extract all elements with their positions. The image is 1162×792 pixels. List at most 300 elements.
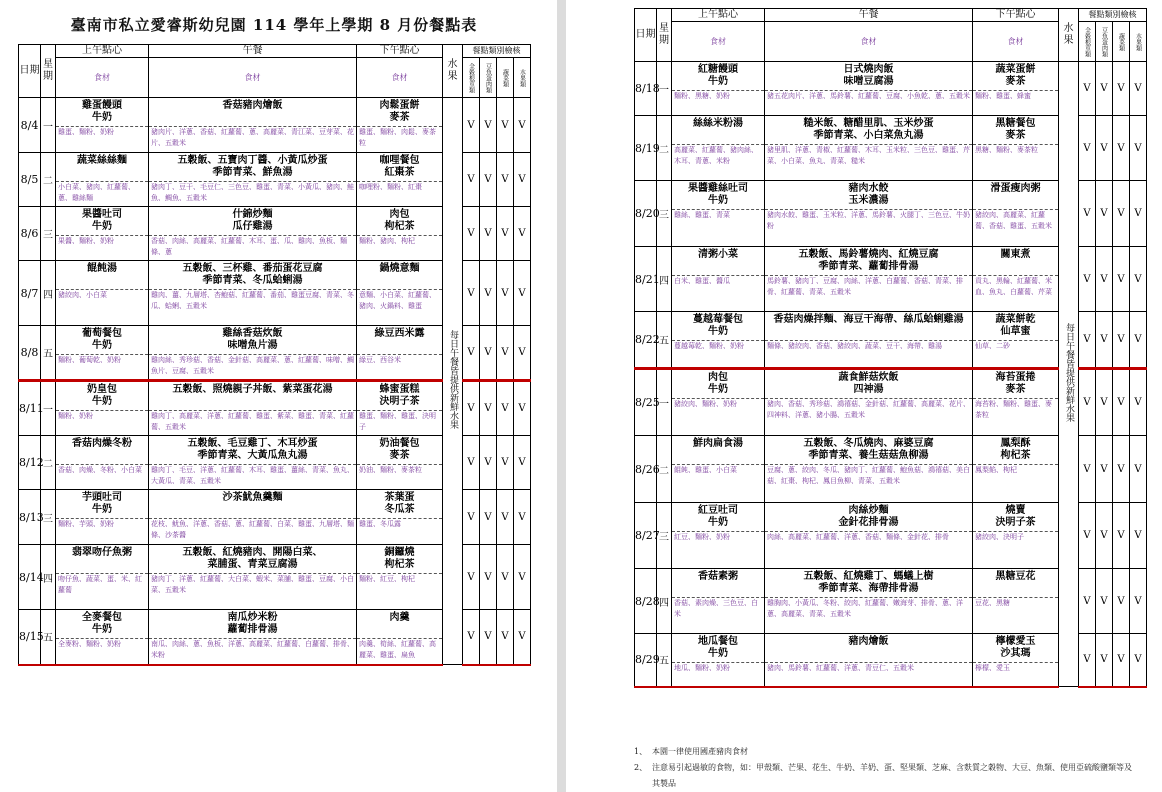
header-ingredient: 食材 (672, 22, 765, 62)
afternoon-ingredients: 豬絞肉、決明子 (973, 531, 1058, 543)
morning-cell (672, 181, 765, 247)
lunch-dish-line: 季節青菜、冬瓜蛤蜊湯 (202, 275, 303, 286)
page-title: 臺南市私立愛睿斯幼兒園 114 學年上學期 8 月份餐點表 (70, 16, 478, 34)
morning-dish (56, 261, 148, 289)
lunch-dish (765, 312, 972, 340)
morning-ingredients: 果醬、麵粉、奶粉 (56, 235, 148, 247)
morning-ingredients: 豬絞肉、麵粉、奶粉 (672, 398, 764, 410)
lunch-ingredients: 肉絲、高麗菜、紅蘿蔔、洋蔥、香菇、麵條、金針花、排骨 (765, 531, 972, 543)
morning-cell (672, 312, 765, 369)
header-check-vegetable: 蔬菜類 (1117, 32, 1125, 51)
lunch-dish-line: 味噌豆腐湯 (843, 76, 894, 87)
menu-body-left (19, 98, 531, 665)
lunch-ingredients: 豬里肌、洋蔥、青椒、紅蘿蔔、木耳、玉米粒、三色豆、雞蛋、芹菜、小白菜、魚丸、青菜、糙米 (767, 146, 970, 165)
morning-cell (672, 62, 765, 116)
lunch-dish-line: 雞絲香菇炊飯 (222, 328, 283, 339)
afternoon-cell (357, 381, 443, 436)
lunch-dish-line: 季節青菜、鮮魚湯 (212, 167, 293, 178)
water-note-cell (1059, 62, 1079, 687)
lunch-dish-line: 菜脯蛋、青菜豆腐湯 (207, 559, 298, 570)
header-afternoon: 下午點心 (973, 9, 1059, 22)
lunch-dish-line: 豬肉燴飯 (848, 636, 889, 647)
check-fruit: V (514, 490, 531, 545)
check-fruit: V (1130, 503, 1147, 569)
lunch-dish (765, 116, 972, 144)
morning-dish-line: 牛奶 (708, 384, 728, 395)
afternoon-cell (973, 634, 1059, 687)
lunch-cell (149, 610, 357, 665)
afternoon-dish (973, 312, 1058, 340)
check-protein: V (480, 207, 497, 261)
afternoon-dish-line: 奶油餐包 (379, 438, 420, 449)
header-water: 水果 (443, 45, 463, 98)
lunch-dish (765, 247, 972, 275)
lunch-dish (765, 634, 972, 662)
lunch-dish (765, 181, 972, 209)
morning-cell (56, 545, 149, 610)
check-vegetable: V (1113, 181, 1130, 247)
header-morning: 上午點心 (672, 9, 765, 22)
check-protein: V (1096, 369, 1113, 436)
morning-cell (56, 326, 149, 381)
check-vegetable: V (1113, 503, 1130, 569)
lunch-cell (149, 261, 357, 326)
afternoon-dish (973, 634, 1058, 662)
check-vegetable: V (1113, 312, 1130, 369)
afternoon-cell (973, 569, 1059, 634)
morning-cell (56, 436, 149, 490)
check-fruit: V (1130, 369, 1147, 436)
afternoon-dish (357, 436, 442, 464)
lunch-dish-line: 季節青菜、大黃瓜魚丸湯 (197, 450, 308, 461)
morning-dish-line: 蔓越莓餐包 (693, 314, 743, 325)
afternoon-ingredients: 鳳梨餡、枸杞 (973, 464, 1058, 476)
check-vegetable: V (497, 326, 514, 381)
afternoon-dish-line: 枸杞茶 (384, 221, 415, 232)
check-vegetable: V (497, 436, 514, 490)
morning-dish-line: 雞蛋饅頭 (82, 100, 122, 111)
afternoon-cell (973, 369, 1059, 436)
check-protein: V (1096, 436, 1113, 503)
check-fruit: V (1130, 436, 1147, 503)
morning-dish-line: 奶皇包 (87, 384, 117, 395)
morning-dish-line: 牛奶 (92, 624, 112, 635)
header-weekday: 星期 (657, 9, 672, 62)
morning-dish-line: 香菇素粥 (698, 571, 738, 582)
afternoon-cell (357, 545, 443, 610)
lunch-cell (765, 369, 973, 436)
lunch-dish-line: 香菇肉燥拌麵、海豆干海帶、絲瓜蛤蜊雞湯 (773, 314, 964, 325)
lunch-ingredients: 麵條、豬絞肉、香菇、豬絞肉、蔬菜、豆干、海帶、雞湯 (765, 340, 972, 352)
lunch-dish (149, 326, 356, 354)
menu-body-right (635, 62, 1147, 687)
lunch-dish (149, 382, 356, 410)
afternoon-dish-line: 麥茶 (1005, 76, 1026, 87)
morning-ingredients: 麵粉、黑糖、奶粉 (672, 90, 764, 102)
lunch-cell (765, 247, 973, 312)
header-check-group: 餐點類別檢核 (1079, 9, 1147, 22)
afternoon-dish-line: 關東煮 (1000, 249, 1031, 260)
morning-cell (672, 247, 765, 312)
date-cell: 8/18 (635, 62, 657, 116)
afternoon-dish-line: 蔬菜蛋餅 (995, 64, 1036, 75)
header-check-vegetable: 蔬菜類 (501, 68, 509, 87)
morning-dish-line: 香菇肉燥冬粉 (72, 438, 132, 449)
morning-cell (672, 634, 765, 687)
afternoon-ingredients: 貢丸、黑輪、紅蘿蔔、米血、魚丸、白蘿蔔、芹菜 (973, 275, 1058, 298)
morning-cell (672, 369, 765, 436)
lunch-dish (149, 98, 356, 126)
morning-dish-line: 牛奶 (708, 517, 728, 528)
afternoon-cell (357, 326, 443, 381)
date-cell: 8/29 (635, 634, 657, 687)
morning-dish-line: 牛奶 (708, 195, 728, 206)
check-protein: V (1096, 634, 1113, 687)
morning-ingredients: 全麥粉、麵粉、奶粉 (56, 638, 148, 650)
weekday-cell: 四 (657, 569, 672, 634)
lunch-dish-line: 沙茶魷魚羹麵 (222, 492, 283, 503)
lunch-dish-line: 什錦炒麵 (232, 209, 273, 220)
afternoon-ingredients: 意麵、小白菜、紅蘿蔔、豬肉、火鍋料、雞蛋 (357, 289, 442, 312)
check-grains: V (463, 381, 480, 436)
check-protein: V (1096, 116, 1113, 181)
lunch-cell (149, 545, 357, 610)
morning-ingredients: 餛飩、雞蛋、小白菜 (672, 464, 764, 476)
afternoon-ingredients: 雞蛋、冬瓜露 (357, 518, 442, 530)
afternoon-dish-line: 決明子茶 (995, 517, 1036, 528)
check-grains: V (463, 261, 480, 326)
lunch-dish-line: 豬肉水餃 (848, 183, 889, 194)
check-vegetable: V (497, 261, 514, 326)
lunch-dish (149, 207, 356, 235)
menu-row (635, 62, 1147, 116)
morning-ingredients: 雞絲、雞蛋、青菜 (672, 209, 764, 221)
afternoon-ingredients: 綠豆、西谷米 (357, 354, 442, 366)
header-date: 日期 (635, 9, 657, 62)
afternoon-dish-line: 蔬菜餅乾 (995, 314, 1036, 325)
header-check-grains: 全穀根莖類 (1083, 26, 1091, 57)
morning-cell (56, 98, 149, 153)
morning-dish (672, 312, 764, 340)
check-grains: V (463, 326, 480, 381)
lunch-ingredients: 豬肉丁、洋蔥、紅蘿蔔、大白菜、蝦米、菜脯、雞蛋、豆腐、小白菜、五穀米 (151, 575, 354, 594)
lunch-cell (765, 436, 973, 503)
afternoon-dish (973, 370, 1058, 398)
check-protein: V (480, 610, 497, 665)
morning-ingredients: 麵粉、葡萄乾、奶粉 (56, 354, 148, 366)
date-cell: 8/26 (635, 436, 657, 503)
morning-dish-line: 絲絲米粉湯 (693, 118, 743, 129)
morning-dish-line: 肉包 (708, 372, 728, 383)
morning-dish-line: 地瓜餐包 (698, 636, 738, 647)
morning-ingredients: 高麗菜、紅蘿蔔、豬肉絲、木耳、青蔥、米粉 (672, 144, 764, 167)
morning-dish (672, 436, 764, 464)
check-protein: V (1096, 569, 1113, 634)
check-protein: V (1096, 247, 1113, 312)
afternoon-dish (357, 261, 442, 289)
check-vegetable: V (497, 153, 514, 207)
afternoon-cell (357, 207, 443, 261)
lunch-cell (765, 569, 973, 634)
morning-cell (672, 569, 765, 634)
lunch-cell (765, 62, 973, 116)
morning-cell (56, 381, 149, 436)
morning-dish-line: 紅豆吐司 (698, 505, 738, 516)
lunch-dish-line: 五穀飯、照燒親子丼飯、紫菜蛋花湯 (172, 384, 333, 395)
lunch-cell (765, 634, 973, 687)
afternoon-ingredients: 麵粉、紅豆、枸杞 (357, 573, 442, 585)
date-cell: 8/13 (19, 490, 41, 545)
check-fruit: V (1130, 247, 1147, 312)
date-cell: 8/27 (635, 503, 657, 569)
check-protein: V (480, 381, 497, 436)
note-item (634, 760, 1134, 792)
check-grains: V (463, 610, 480, 665)
weekday-cell: 一 (41, 98, 56, 153)
lunch-dish-line: 五穀飯、紅燒雞丁、螞蟻上樹 (803, 571, 934, 582)
header-check-group: 餐點類別檢核 (463, 45, 531, 58)
lunch-dish (765, 62, 972, 90)
page-gap (557, 0, 566, 792)
header-check-protein: 豆魚蛋肉類 (484, 62, 492, 93)
morning-ingredients: 麵粉、奶粉 (56, 410, 148, 422)
weekday-cell: 二 (657, 116, 672, 181)
morning-cell (56, 610, 149, 665)
lunch-dish-line: 玉米濃湯 (848, 195, 889, 206)
note-number: 1、 (634, 747, 648, 756)
date-cell: 8/8 (19, 326, 41, 381)
check-grains: V (1079, 569, 1096, 634)
lunch-ingredients: 雞肉丁、毛豆、洋蔥、紅蘿蔔、木耳、雞蛋、薑絲、青菜、魚丸、大黃瓜、青菜、五穀米 (151, 466, 354, 485)
check-fruit: V (514, 381, 531, 436)
morning-dish-line: 牛奶 (92, 340, 112, 351)
morning-dish-line: 葡萄餐包 (82, 328, 122, 339)
afternoon-ingredients: 奶油、麵粉、麥茶粒 (357, 464, 442, 476)
check-protein: V (480, 490, 497, 545)
lunch-cell (765, 503, 973, 569)
lunch-dish (149, 436, 356, 464)
weekday-cell: 三 (41, 207, 56, 261)
afternoon-dish-line: 黑糖豆花 (995, 571, 1036, 582)
afternoon-cell (973, 62, 1059, 116)
lunch-dish (149, 261, 356, 289)
check-vegetable: V (497, 490, 514, 545)
morning-ingredients: 麵粉、芋頭、奶粉 (56, 518, 148, 530)
lunch-dish (149, 545, 356, 573)
afternoon-cell (973, 436, 1059, 503)
morning-dish (672, 181, 764, 209)
afternoon-dish-line: 海苔蛋捲 (995, 372, 1036, 383)
date-cell: 8/4 (19, 98, 41, 153)
water-note-cell (443, 98, 463, 665)
afternoon-dish (973, 503, 1058, 531)
check-grains: V (1079, 181, 1096, 247)
check-vegetable: V (497, 207, 514, 261)
afternoon-cell (357, 261, 443, 326)
date-cell: 8/14 (19, 545, 41, 610)
date-cell: 8/15 (19, 610, 41, 665)
check-protein: V (480, 153, 497, 207)
weekday-cell: 四 (41, 545, 56, 610)
date-cell: 8/25 (635, 369, 657, 436)
header-check-grains: 全穀根莖類 (467, 62, 475, 93)
menu-table-right (634, 8, 1147, 688)
lunch-cell (765, 312, 973, 369)
check-grains: V (1079, 369, 1096, 436)
afternoon-ingredients: 雞蛋、麵粉、肉鬆、麥茶粒 (357, 126, 442, 149)
header-ingredient: 食材 (357, 58, 443, 98)
date-cell: 8/7 (19, 261, 41, 326)
lunch-cell (149, 207, 357, 261)
morning-dish-line: 牛奶 (92, 112, 112, 123)
morning-dish-line: 牛奶 (92, 504, 112, 515)
lunch-dish-line: 季節青菜、養生菇菇魚柳湯 (808, 450, 929, 461)
morning-dish (56, 610, 148, 638)
morning-dish-line: 果醬吐司 (82, 209, 122, 220)
header-ingredient: 食材 (765, 22, 973, 62)
afternoon-cell (973, 247, 1059, 312)
afternoon-dish-line: 麥茶 (389, 450, 410, 461)
lunch-cell (149, 490, 357, 545)
morning-dish (56, 490, 148, 518)
check-protein: V (480, 436, 497, 490)
morning-dish (672, 569, 764, 597)
morning-dish (672, 247, 764, 275)
afternoon-dish (357, 98, 442, 126)
check-vegetable: V (497, 610, 514, 665)
lunch-dish-line: 糙米飯、糖醋里肌、玉米炒蛋 (803, 118, 934, 129)
lunch-cell (149, 381, 357, 436)
morning-cell (672, 436, 765, 503)
check-protein: V (1096, 181, 1113, 247)
afternoon-dish-line: 肉鬆蛋餅 (379, 100, 420, 111)
afternoon-dish-line: 肉羹 (389, 612, 410, 623)
check-protein: V (1096, 503, 1113, 569)
weekday-cell: 四 (657, 247, 672, 312)
morning-dish (56, 153, 148, 181)
morning-dish (672, 370, 764, 398)
afternoon-dish-line: 決明子茶 (379, 396, 420, 407)
lunch-cell (765, 116, 973, 181)
check-grains: V (463, 490, 480, 545)
check-grains: V (463, 153, 480, 207)
header-lunch: 午餐 (149, 45, 357, 58)
morning-dish-line: 牛奶 (708, 648, 728, 659)
notes (634, 744, 1134, 792)
morning-dish-line: 餛飩湯 (87, 263, 117, 274)
check-vegetable: V (1113, 247, 1130, 312)
afternoon-dish-line: 茶葉蛋 (384, 492, 415, 503)
afternoon-dish (973, 181, 1058, 209)
afternoon-ingredients: 黑糖、麵粉、麥茶粒 (973, 144, 1058, 156)
morning-dish (56, 98, 148, 126)
morning-dish-line: 翡翠吻仔魚粥 (72, 547, 132, 558)
date-cell: 8/22 (635, 312, 657, 369)
check-grains: V (1079, 62, 1096, 116)
afternoon-ingredients: 豬絞肉、高麗菜、紅蘿蔔、香菇、雞蛋、五穀米 (973, 209, 1058, 232)
morning-dish-line: 牛奶 (92, 221, 112, 232)
lunch-dish-line: 五穀飯、馬鈴薯燒肉、紅燒豆腐 (798, 249, 939, 260)
header-check-fruit: 水果類 (518, 68, 526, 87)
check-vegetable: V (1113, 116, 1130, 181)
lunch-ingredients: 香菇、肉絲、高麗菜、紅蘿蔔、木耳、蛋、瓜、雞肉、魚板、麵條、蔥 (149, 235, 356, 258)
check-protein: V (1096, 312, 1113, 369)
check-protein: V (480, 261, 497, 326)
date-cell: 8/11 (19, 381, 41, 436)
afternoon-dish (973, 436, 1058, 464)
morning-cell (672, 503, 765, 569)
water-note: 每日午餐皆提供新鮮水果 (448, 330, 458, 429)
header-afternoon: 下午點心 (357, 45, 443, 58)
header-water: 水果 (1059, 9, 1079, 62)
weekday-cell: 二 (657, 436, 672, 503)
check-fruit: V (1130, 569, 1147, 634)
check-fruit: V (1130, 62, 1147, 116)
date-cell: 8/20 (635, 181, 657, 247)
morning-ingredients: 紅豆、麵粉、奶粉 (672, 531, 764, 543)
note-item (634, 744, 1134, 760)
morning-ingredients: 小白菜、豬肉、紅蘿蔔、蔥、雞絲麵 (56, 181, 148, 204)
afternoon-cell (973, 181, 1059, 247)
menu-row (19, 98, 531, 153)
weekday-cell: 三 (41, 490, 56, 545)
morning-dish-line: 鮮肉扁食湯 (693, 438, 743, 449)
morning-cell (56, 153, 149, 207)
morning-ingredients: 香菇、肉燥、冬粉、小白菜 (56, 464, 148, 476)
morning-dish-line: 牛奶 (708, 76, 728, 87)
lunch-dish (149, 153, 356, 181)
weekday-cell: 三 (657, 181, 672, 247)
morning-dish (56, 326, 148, 354)
lunch-cell (149, 153, 357, 207)
check-grains: V (1079, 312, 1096, 369)
afternoon-cell (357, 436, 443, 490)
check-fruit: V (514, 153, 531, 207)
check-fruit: V (514, 545, 531, 610)
afternoon-dish (357, 207, 442, 235)
morning-dish (56, 382, 148, 410)
morning-dish-line: 牛奶 (708, 326, 728, 337)
morning-dish (672, 116, 764, 144)
afternoon-dish (357, 545, 442, 573)
weekday-cell: 二 (41, 436, 56, 490)
lunch-cell (149, 98, 357, 153)
header-ingredient: 食材 (973, 22, 1059, 62)
lunch-cell (765, 181, 973, 247)
lunch-ingredients: 豬肉、香菇、秀珍菇、鴻禧菇、金針菇、紅蘿蔔、高麗菜、花片、四神料、洋蔥、豬小腸、五穀米 (767, 400, 970, 419)
lunch-dish-line: 五穀飯、毛豆雞丁、木耳炒蛋 (187, 438, 318, 449)
check-vegetable: V (497, 98, 514, 153)
lunch-dish-line: 瓜仔雞湯 (232, 221, 273, 232)
weekday-cell: 一 (657, 62, 672, 116)
afternoon-dish-line: 滑蛋瘦肉粥 (990, 183, 1041, 194)
header-ingredient: 食材 (149, 58, 357, 98)
morning-cell (672, 116, 765, 181)
date-cell: 8/6 (19, 207, 41, 261)
check-vegetable: V (497, 545, 514, 610)
lunch-ingredients: 豬肉片、洋蔥、香菇、紅蘿蔔、蔥、高麗菜、青江菜、豆芽菜、花片、五穀米 (151, 128, 354, 147)
check-fruit: V (1130, 312, 1147, 369)
afternoon-dish-line: 沙其瑪 (1000, 648, 1031, 659)
afternoon-dish-line: 綠豆西米露 (374, 328, 425, 339)
afternoon-ingredients: 麵粉、豬肉、枸杞 (357, 235, 442, 247)
afternoon-cell (973, 312, 1059, 369)
morning-dish (56, 436, 148, 464)
lunch-ingredients: 雞肉絲、秀珍菇、香菇、金針菇、高麗菜、蔥、紅蘿蔔、味噌、鯛魚片、豆腐、五穀米 (151, 356, 354, 375)
afternoon-dish-line: 檸檬愛玉 (995, 636, 1036, 647)
header-check-protein: 豆魚蛋肉類 (1100, 26, 1108, 57)
date-cell: 8/5 (19, 153, 41, 207)
